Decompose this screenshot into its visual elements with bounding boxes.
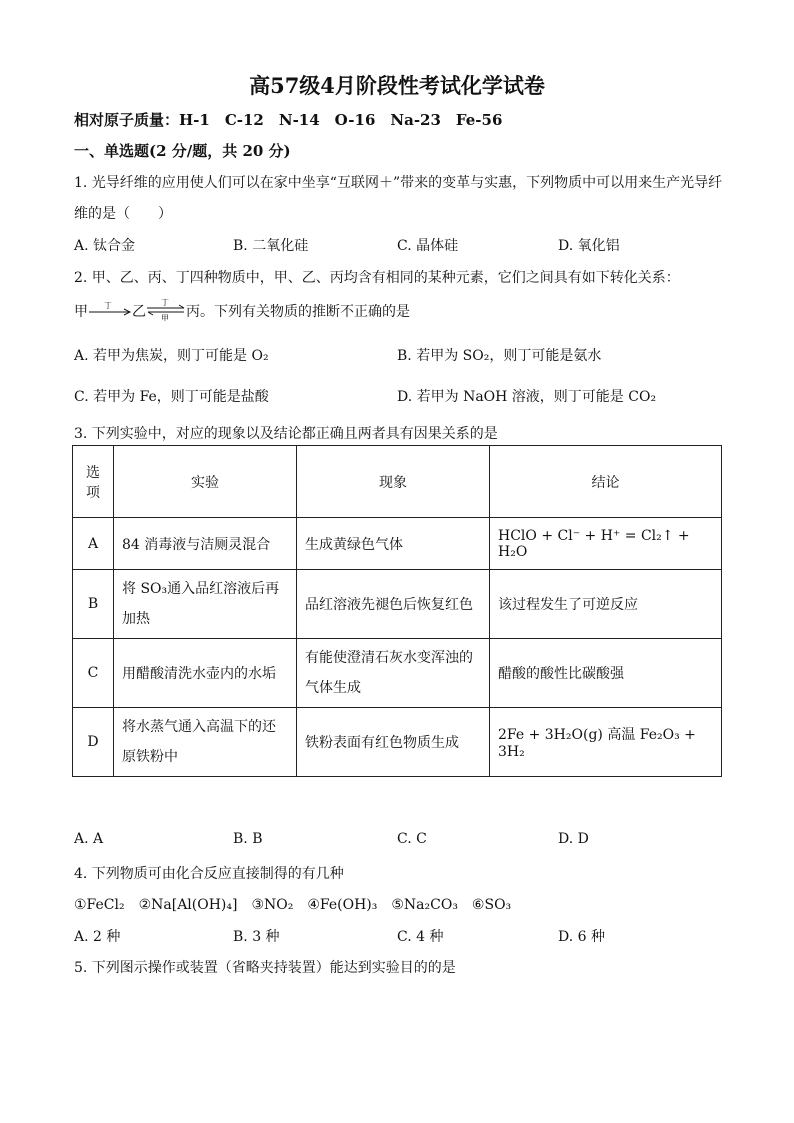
- q1-stem-line1: 1. 光导纤维的应用使人们可以在家中坐享“互联网＋”带来的变革与实惠，下列物质中可以用来生产光导纤: [74, 175, 723, 191]
- q4-items: ①FeCl₂ ②Na[Al(OH)₄] ③NO₂ ④Fe(OH)₃ ⑤Na₂CO₃ ⑥SO₃: [74, 897, 512, 913]
- q2-stem-tail: 。下列有关物质的推断不正确的是: [200, 304, 410, 320]
- q4-option-c: C. 4 种: [397, 929, 444, 945]
- row-option: C: [73, 639, 114, 708]
- q2-conversion-scheme: [74, 299, 410, 325]
- row-experiment: 将 SO₃通入品红溶液后再加热: [114, 570, 297, 639]
- row-phenomenon: 有能使澄清石灰水变浑浊的气体生成: [297, 639, 490, 708]
- experiment-table: [72, 445, 722, 777]
- row-phenomenon: 生成黄绿色气体: [297, 518, 490, 570]
- species-jia: 甲: [74, 304, 88, 320]
- page-title: 高57级4月阶段性考试化学试卷: [249, 73, 545, 98]
- q2-option-b: B. 若甲为 SO₂，则丁可能是氨水: [397, 348, 602, 364]
- row-experiment: 将水蒸气通入高温下的还原铁粉中: [114, 708, 297, 777]
- q1-option-d: D. 氧化铝: [558, 238, 620, 254]
- table-row: [73, 570, 722, 639]
- forward-arrow: [88, 302, 132, 322]
- q4-option-b: B. 3 种: [233, 929, 280, 945]
- q3-option-c: C. C: [397, 831, 427, 847]
- q2-option-a: A. 若甲为焦炭，则丁可能是 O₂: [74, 348, 269, 364]
- q2-option-d: D. 若甲为 NaOH 溶液，则丁可能是 CO₂: [397, 389, 657, 405]
- species-yi: 乙: [132, 304, 146, 320]
- q1-stem-line2: 维的是（ ）: [74, 206, 172, 222]
- row-option: D: [73, 708, 114, 777]
- q3-stem: 3. 下列实验中，对应的现象以及结论都正确且两者具有因果关系的是: [74, 426, 498, 442]
- row-conclusion: 2Fe + 3H₂O(g) 高温 Fe₂O₃ + 3H₂: [490, 708, 722, 777]
- section-heading: 一、单选题(2 分/题，共 20 分): [74, 142, 291, 160]
- equilibrium-arrow: [146, 299, 186, 325]
- q2-option-c: C. 若甲为 Fe，则丁可能是盐酸: [74, 389, 269, 405]
- row-option: B: [73, 570, 114, 639]
- row-conclusion: 该过程发生了可逆反应: [490, 570, 722, 639]
- table-row: [73, 639, 722, 708]
- q3-option-b: B. B: [233, 831, 263, 847]
- row-conclusion: HClO + Cl⁻ + H⁺ = Cl₂↑ + H₂O: [490, 518, 722, 570]
- q4-option-a: A. 2 种: [74, 929, 121, 945]
- table-row: [73, 518, 722, 570]
- q1-option-c: C. 晶体硅: [397, 238, 459, 254]
- row-conclusion: 醋酸的酸性比碳酸强: [490, 639, 722, 708]
- q1-option-a: A. 钛合金: [74, 238, 136, 254]
- q4-stem: 4. 下列物质可由化合反应直接制得的有几种: [74, 866, 344, 882]
- header-phenomenon: 现象: [297, 446, 490, 518]
- row-phenomenon: 铁粉表面有红色物质生成: [297, 708, 490, 777]
- atomic-mass-line: 相对原子质量：H-1 C-12 N-14 O-16 Na-23 Fe-56: [74, 111, 503, 129]
- header-experiment: 实验: [114, 446, 297, 518]
- q3-option-a: A. A: [74, 831, 104, 847]
- table-row: [73, 708, 722, 777]
- row-experiment: 84 消毒液与洁厕灵混合: [114, 518, 297, 570]
- q3-option-d: D. D: [558, 831, 589, 847]
- species-bing: 丙: [186, 304, 200, 320]
- q4-option-d: D. 6 种: [558, 929, 605, 945]
- header-option: 选项: [73, 446, 114, 518]
- q5-stem: 5. 下列图示操作或装置（省略夹持装置）能达到实验目的的是: [74, 960, 456, 976]
- header-conclusion: 结论: [490, 446, 722, 518]
- q2-stem: 2. 甲、乙、丙、丁四种物质中，甲、乙、丙均含有相同的某种元素，它们之间具有如下转化关系：: [74, 270, 680, 286]
- arrow-label-ding2: 丁: [161, 299, 169, 307]
- arrow-label-jia: 甲: [161, 314, 169, 321]
- table-header-row: [73, 446, 722, 518]
- q1-option-b: B. 二氧化硅: [233, 238, 309, 254]
- arrow-label-ding: 丁: [104, 302, 112, 310]
- row-option: A: [73, 518, 114, 570]
- row-experiment: 用醋酸清洗水壶内的水垢: [114, 639, 297, 708]
- row-phenomenon: 品红溶液先褪色后恢复红色: [297, 570, 490, 639]
